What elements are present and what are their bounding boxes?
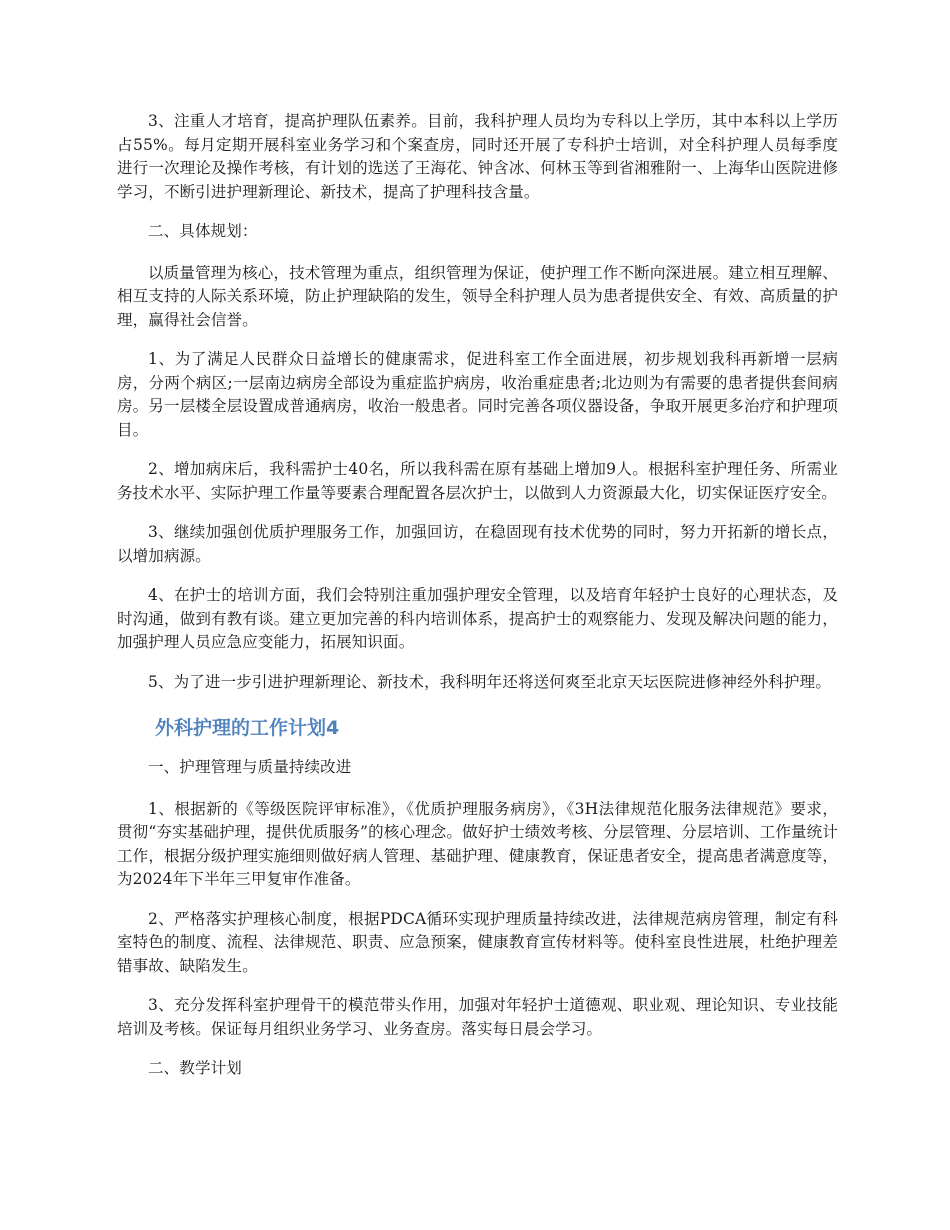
paragraph-training: 3、注重人才培育，提高护理队伍素养。目前，我科护理人员均为专科以上学历，其中本科以上学历占55%。每月定期开展科室业务学习和个案查房，同时还开展了专科护士培训，对全科护理人员每季度进行一次理论及操作考核，有计划的选送了王海花、钟含冰、何林玉等到省湘雅附一、上海华山医院进修学习，不断引进护理新理论、新技术，提高了护理科技含量。 xyxy=(117,112,838,201)
section-heading-quality: 一、护理管理与质量持续改进 xyxy=(148,758,352,776)
section-heading-teaching: 二、教学计划 xyxy=(148,1059,242,1077)
paragraph-quality-item-3: 3、充分发挥科室护理骨干的模范带头作用，加强对年轻护士道德观、职业观、理论知识、专业技能培训及考核。保证每月组织业务学习、业务查房。落实每日晨会学习。 xyxy=(117,996,838,1038)
paragraph-plan-item-4: 4、在护士的培训方面，我们会特别注重加强护理安全管理，以及培育年轻护士良好的心理状态，及时沟通，做到有教有谈。建立更加完善的科内培训体系，提高护士的观察能力、发现及解决问题的能力，加强护理人员应急应变能力，拓展知识面。 xyxy=(117,586,838,651)
document-section-title: 外科护理的工作计划4 xyxy=(155,717,340,739)
paragraph-quality-item-1: 1、根据新的《等级医院评审标准》，《优质护理服务病房》，《3H法律规范化服务法律规范》要求，贯彻“夯实基础护理，提供优质服务”的核心理念。做好护士绩效考核、分层管理、分层培训、工作量统计工作，根据分级护理实施细则做好病人管理、基础护理、健康教育，保证患者安全，提高患者满意度等，为2024年下半年三甲复审作准备。 xyxy=(117,799,838,888)
paragraph-quality-item-2: 2、严格落实护理核心制度，根据PDCA循环实现护理质量持续改进，法律规范病房管理，制定有科室特色的制度、流程、法律规范、职责、应急预案，健康教育宣传材料等。使科室良性进展，杜绝护理差错事故、缺陷发生。 xyxy=(117,909,838,975)
section-heading-planning: 二、具体规划： xyxy=(148,222,258,240)
paragraph-planning-intro: 以质量管理为核心，技术管理为重点，组织管理为保证，使护理工作不断向深进展。建立相互理解、相互支持的人际关系环境，防止护理缺陷的发生，领导全科护理人员为患者提供安全、有效、高质量的护理，赢得社会信誉。 xyxy=(117,263,838,329)
paragraph-plan-item-5: 5、为了进一步引进护理新理论、新技术，我科明年还将送何爽至北京天坛医院进修神经外科护理。 xyxy=(148,672,831,691)
paragraph-plan-item-3: 3、继续加强创优质护理服务工作，加强回访，在稳固现有技术优势的同时，努力开拓新的增长点，以增加病源。 xyxy=(117,523,838,565)
paragraph-plan-item-2: 2、增加病床后，我科需护士40名，所以我科需在原有基础上增加9人。根据科室护理任务、所需业务技术水平、实际护理工作量等要素合理配置各层次护士，以做到人力资源最大化，切实保证医疗安全。 xyxy=(117,460,838,502)
paragraph-plan-item-1: 1、为了满足人民群众日益增长的健康需求，促进科室工作全面进展，初步规划我科再新增一层病房，分两个病区;一层南边病房全部设为重症监护病房，收治重症患者;北边则为有需要的患者提供套间病房。另一层楼全层设置成普通病房，收治一般患者。同时完善各项仪器设备，争取开展更多治疗和护理项目。 xyxy=(117,350,838,439)
